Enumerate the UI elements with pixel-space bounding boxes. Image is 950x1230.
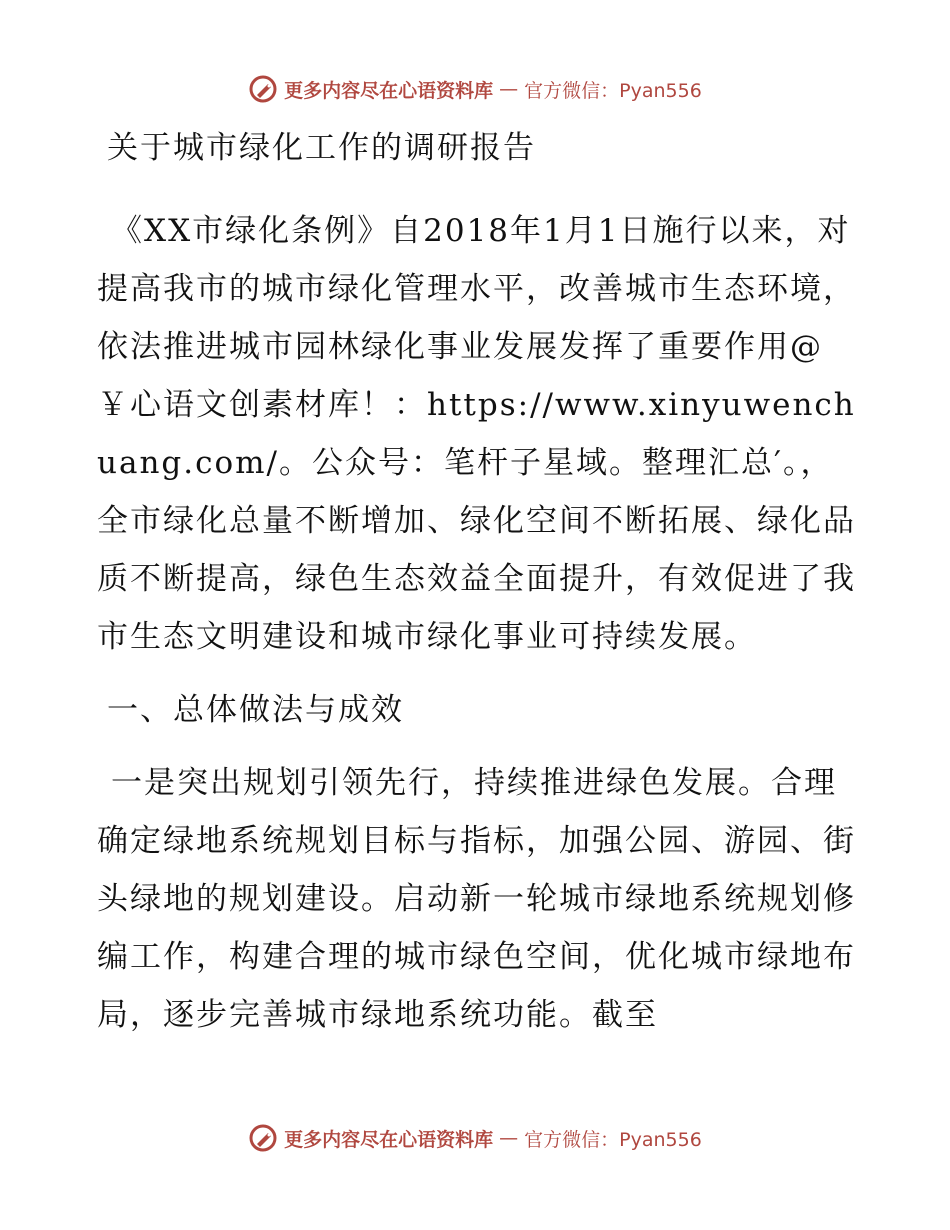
watermark-brand-text: 更多内容尽在心语资料库 [284, 79, 494, 102]
header-watermark [0, 74, 950, 104]
paragraph-planning: 一是突出规划引领先行，持续推进绿色发展。合理确定绿地系统规划目标与指标，加强公园、游园、街头绿地的规划建设。启动新一轮城市绿地系统规划修编工作，构建合理的城市绿色空间，优化城市绿地布局，逐步完善城市绿地系统功能。截至 [97, 765, 856, 1033]
watermark-dash: — [499, 78, 519, 100]
document-title: 关于城市绿化工作的调研报告 [107, 130, 536, 166]
watermark-dash: — [499, 1127, 519, 1149]
paragraph-intro: 《XX市绿化条例》自2018年1月1日施行以来，对提高我市的城市绿化管理水平，改善城市生态环境，依法推进城市园林绿化事业发展发挥了重要作用@￥心语文创素材库！：https://www.xinyuwenchuang.com/。公众号：笔杆子星域。整理汇总′。，全市绿化总量不断增加、绿化空间不断拓展、绿化品质不断提高，绿色生态效益全面提升，有效促进了我市生态文明建设和城市绿化事业可持续发展。 [97, 213, 856, 655]
fountain-pen-logo-icon [248, 1123, 278, 1153]
fountain-pen-logo-icon [248, 74, 278, 104]
section-heading-overall: 一、总体做法与成效 [107, 692, 404, 728]
watermark-brand-text: 更多内容尽在心语资料库 [284, 1128, 494, 1151]
watermark-contact-text: 官方微信：Pyan556 [524, 79, 702, 102]
watermark-contact-text: 官方微信：Pyan556 [524, 1128, 702, 1151]
document-body [97, 122, 857, 1062]
footer-watermark [0, 1123, 950, 1153]
